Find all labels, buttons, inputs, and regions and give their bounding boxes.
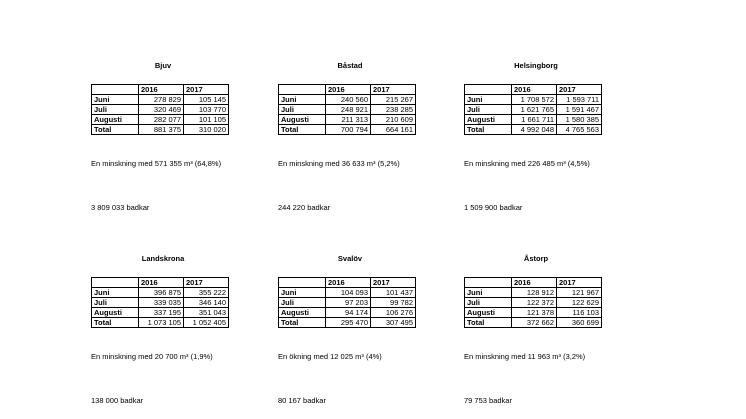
table-row <box>465 115 602 125</box>
value-2016: 4 992 048 <box>512 125 557 135</box>
municipality-title: Båstad <box>337 61 363 70</box>
water-usage-table <box>91 277 229 328</box>
water-usage-table <box>464 84 602 135</box>
header-cell-2016: 2016 <box>326 278 371 288</box>
bathtub-equivalent: 138 000 badkar <box>91 396 144 405</box>
value-2017: 103 770 <box>184 105 229 115</box>
header-cell <box>465 85 512 95</box>
water-usage-table <box>278 277 416 328</box>
value-2016: 1 708 572 <box>512 95 557 105</box>
value-2017: 210 609 <box>371 115 416 125</box>
table-row <box>465 308 602 318</box>
value-2016: 339 035 <box>139 298 184 308</box>
value-2017: 310 020 <box>184 125 229 135</box>
header-cell <box>279 85 326 95</box>
table-row <box>279 298 416 308</box>
table-header-row <box>465 278 602 288</box>
row-label: Juli <box>279 105 326 115</box>
table-row <box>279 308 416 318</box>
row-label: Juli <box>279 298 326 308</box>
table-row-total <box>279 318 416 328</box>
table-header-row <box>465 85 602 95</box>
value-2016: 278 829 <box>139 95 184 105</box>
value-2016: 700 794 <box>326 125 371 135</box>
value-2017: 122 629 <box>557 298 602 308</box>
value-2017: 106 276 <box>371 308 416 318</box>
row-label: Juni <box>279 95 326 105</box>
bathtub-equivalent: 1 509 900 badkar <box>464 203 523 212</box>
bathtub-equivalent: 3 809 033 badkar <box>91 203 150 212</box>
row-label: Total <box>92 125 139 135</box>
table-row <box>92 288 229 298</box>
table-row <box>279 288 416 298</box>
value-2016: 337 195 <box>139 308 184 318</box>
value-2017: 121 967 <box>557 288 602 298</box>
header-cell <box>92 278 139 288</box>
value-2016: 396 875 <box>139 288 184 298</box>
value-2017: 1 580 385 <box>557 115 602 125</box>
row-label: Total <box>465 318 512 328</box>
row-label: Total <box>279 318 326 328</box>
table-row <box>92 308 229 318</box>
value-2017: 360 699 <box>557 318 602 328</box>
value-2016: 128 912 <box>512 288 557 298</box>
value-2016: 881 375 <box>139 125 184 135</box>
table-row <box>92 115 229 125</box>
table-row-total <box>465 125 602 135</box>
value-2017: 101 105 <box>184 115 229 125</box>
header-cell-2016: 2016 <box>512 278 557 288</box>
header-cell <box>279 278 326 288</box>
header-cell <box>92 85 139 95</box>
change-summary: En ökning med 12 025 m³ (4%) <box>278 352 382 361</box>
table-row <box>465 95 602 105</box>
row-label: Augusti <box>279 308 326 318</box>
change-summary: En minskning med 11 963 m³ (3,2%) <box>464 352 586 361</box>
change-summary: En minskning med 36 633 m³ (5,2%) <box>278 159 400 168</box>
table-row-total <box>92 318 229 328</box>
table-row <box>92 105 229 115</box>
row-label: Total <box>465 125 512 135</box>
table-row <box>92 95 229 105</box>
table-header-row <box>92 278 229 288</box>
value-2016: 282 077 <box>139 115 184 125</box>
header-cell-2017: 2017 <box>557 278 602 288</box>
header-cell-2017: 2017 <box>184 85 229 95</box>
value-2016: 248 921 <box>326 105 371 115</box>
value-2016: 295 470 <box>326 318 371 328</box>
row-label: Augusti <box>465 308 512 318</box>
municipality-title: Bjuv <box>154 61 172 70</box>
table-header-row <box>92 85 229 95</box>
row-label: Juli <box>92 105 139 115</box>
value-2016: 104 093 <box>326 288 371 298</box>
value-2017: 238 285 <box>371 105 416 115</box>
header-cell-2017: 2017 <box>184 278 229 288</box>
change-summary: En minskning med 20 700 m³ (1,9%) <box>91 352 213 361</box>
row-label: Juli <box>92 298 139 308</box>
table-row <box>279 95 416 105</box>
row-label: Juli <box>465 105 512 115</box>
header-cell-2016: 2016 <box>139 85 184 95</box>
header-cell-2017: 2017 <box>557 85 602 95</box>
value-2016: 1 661 711 <box>512 115 557 125</box>
value-2016: 240 560 <box>326 95 371 105</box>
value-2017: 664 161 <box>371 125 416 135</box>
row-label: Juni <box>465 95 512 105</box>
table-row-total <box>92 125 229 135</box>
table-row <box>92 298 229 308</box>
municipality-title: Åstorp <box>523 254 549 263</box>
municipality-title: Landskrona <box>141 254 185 263</box>
header-cell-2016: 2016 <box>326 85 371 95</box>
table-row <box>465 105 602 115</box>
header-cell-2017: 2017 <box>371 278 416 288</box>
value-2017: 101 437 <box>371 288 416 298</box>
row-label: Augusti <box>92 115 139 125</box>
value-2017: 1 052 405 <box>184 318 229 328</box>
value-2017: 116 103 <box>557 308 602 318</box>
value-2016: 211 313 <box>326 115 371 125</box>
row-label: Total <box>92 318 139 328</box>
table-header-row <box>279 278 416 288</box>
row-label: Total <box>279 125 326 135</box>
table-row <box>279 105 416 115</box>
row-label: Juli <box>465 298 512 308</box>
value-2017: 307 495 <box>371 318 416 328</box>
water-usage-table <box>278 84 416 135</box>
municipality-title: Helsingborg <box>514 61 558 70</box>
header-cell-2016: 2016 <box>512 85 557 95</box>
header-cell-2017: 2017 <box>371 85 416 95</box>
table-row <box>279 115 416 125</box>
row-label: Augusti <box>465 115 512 125</box>
bathtub-equivalent: 244 220 badkar <box>278 203 331 212</box>
value-2017: 1 591 467 <box>557 105 602 115</box>
row-label: Juni <box>92 288 139 298</box>
row-label: Augusti <box>279 115 326 125</box>
value-2016: 372 662 <box>512 318 557 328</box>
value-2017: 215 267 <box>371 95 416 105</box>
value-2016: 320 469 <box>139 105 184 115</box>
bathtub-equivalent: 80 167 badkar <box>278 396 326 405</box>
value-2016: 94 174 <box>326 308 371 318</box>
value-2017: 351 043 <box>184 308 229 318</box>
header-cell-2016: 2016 <box>139 278 184 288</box>
value-2016: 97 203 <box>326 298 371 308</box>
value-2017: 346 140 <box>184 298 229 308</box>
table-header-row <box>279 85 416 95</box>
header-cell <box>465 278 512 288</box>
value-2017: 105 145 <box>184 95 229 105</box>
change-summary: En minskning med 571 355 m³ (64,8%) <box>91 159 222 168</box>
value-2016: 121 378 <box>512 308 557 318</box>
table-row <box>465 288 602 298</box>
water-usage-table <box>91 84 229 135</box>
row-label: Juni <box>465 288 512 298</box>
row-label: Augusti <box>92 308 139 318</box>
row-label: Juni <box>279 288 326 298</box>
value-2016: 1 621 765 <box>512 105 557 115</box>
row-label: Juni <box>92 95 139 105</box>
change-summary: En minskning med 226 485 m³ (4,5%) <box>464 159 590 168</box>
table-row-total <box>279 125 416 135</box>
bathtub-equivalent: 79 753 badkar <box>464 396 512 405</box>
value-2016: 1 073 105 <box>139 318 184 328</box>
water-usage-table <box>464 277 602 328</box>
value-2017: 4 765 563 <box>557 125 602 135</box>
value-2017: 355 222 <box>184 288 229 298</box>
table-row-total <box>465 318 602 328</box>
value-2017: 1 593 711 <box>557 95 602 105</box>
municipality-title: Svalöv <box>337 254 363 263</box>
table-row <box>465 298 602 308</box>
value-2016: 122 372 <box>512 298 557 308</box>
value-2017: 99 782 <box>371 298 416 308</box>
